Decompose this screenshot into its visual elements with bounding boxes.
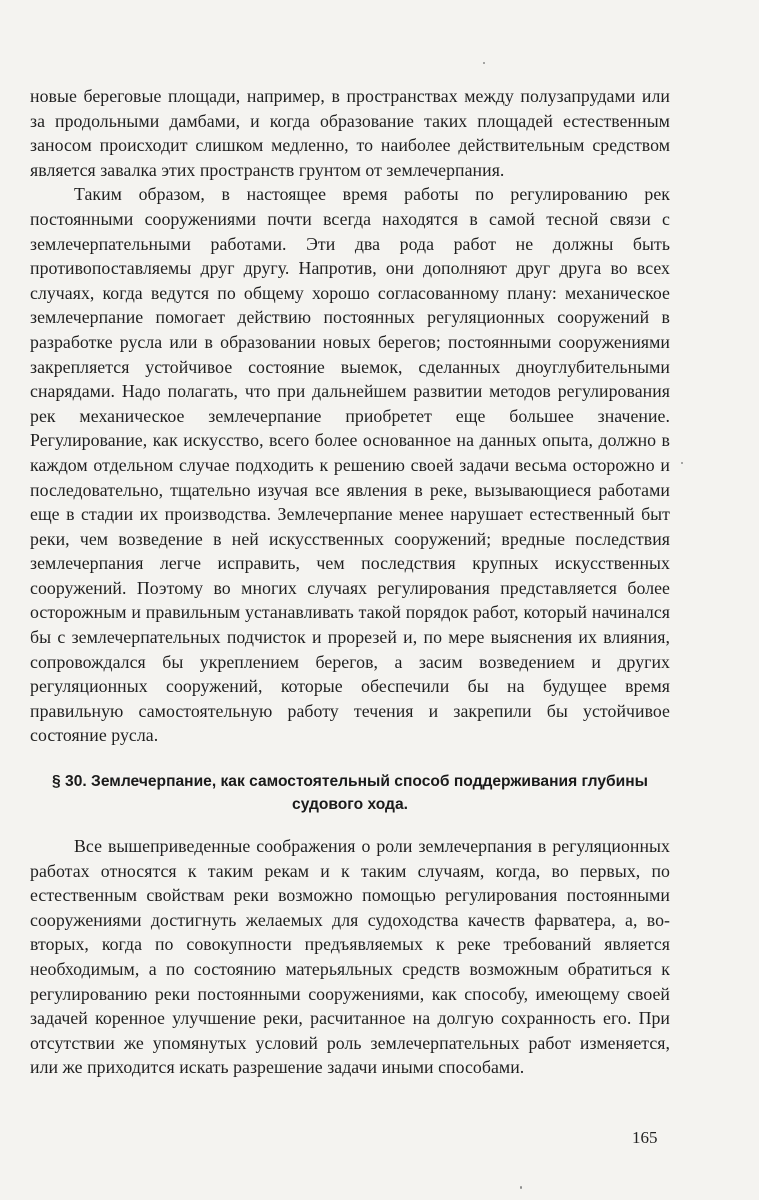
section-heading: § 30. Землечерпание, как самостоятельный способ поддерживания глубины судового хода.	[52, 773, 648, 814]
paragraph-2: Таким образом, в настоящее время работы по регулированию рек постоянными сооружениями почти всегда находятся в самой тесной связи с землечерпательными работами. Эти два рода работ не должны быть противопоставляемы друг другу. Напротив, они дополняют друг друга во всех случаях, когда ведутся по общему хорошо согласованному плану: механическое землечерпание помогает действию постоянных регуляционных сооружений в разработке русла или в образовании новых берегов; постоянными сооружениями закрепляется устойчивое состояние выемок, сделанных дноуглубительными снарядами. Надо полагать, что при дальнейшем развитии методов регулирования рек механическое землечерпание приобретет еще большее значение. Регулирование, как искусство, всего более основанное на данных опыта, должно в каждом отдельном случае подходить к решению своей задачи весьма осторожно и последовательно, тщательно изучая все явления в реке, вызывающиеся работами еще в стадии их производства. Землечерпание менее нарушает естественный быт реки, чем возведение в ней искусственных сооружений; вредные последствия землечерпания легче исправить, чем последствия крупных искусственных сооружений. Поэтому во многих случаях регулирования представляется более осторожным и правильным устанавливать такой порядок работ, который начинался бы с землечерпательных подчисток и прорезей и, по мере выяснения их влияния, сопровождался бы укреплением берегов, а засим возведением и других регуляционных сооружений, которые обеспечили бы на будущее время правильную самостоятельную работу течения и закрепили бы устойчивое состояние русла.	[30, 184, 670, 746]
paragraph-3: Все вышеприведенные соображения о роли землечерпания в регуляционных работах относятся к таким рекам и к таким случаям, когда, во первых, по естественным свойствам реки возможно помощью регулирования постоянными сооружениями достигнуть желаемых для судоходства качеств фарватера, а, во-вторых, когда по совокупности предъявляемых к реке требований является необходимым, а по состоянию матерьяльных средств возможным обратиться к регулированию реки постоянными сооружениями, как способу, имеющему своей задачей коренное улучшение реки, расчитанное на долгую сохранность его. При отсутствии же упомянутых условий роль землечерпательных работ изменяется, или же приходится искать разрешение задачи иными способами.	[30, 836, 670, 1078]
page-text-block	[30, 84, 670, 1080]
scan-speck	[520, 1186, 522, 1189]
scan-speck	[483, 62, 485, 64]
scan-speck	[681, 462, 683, 464]
page-number: 165	[632, 1128, 658, 1147]
paragraph-1: новые береговые площади, например, в пространствах между полузапрудами или за продольными дамбами, и когда образование таких площадей естественным заносом происходит слишком медленно, то наиболее действительным средством является завалка этих пространств грунтом от землечерпания.	[30, 86, 670, 180]
